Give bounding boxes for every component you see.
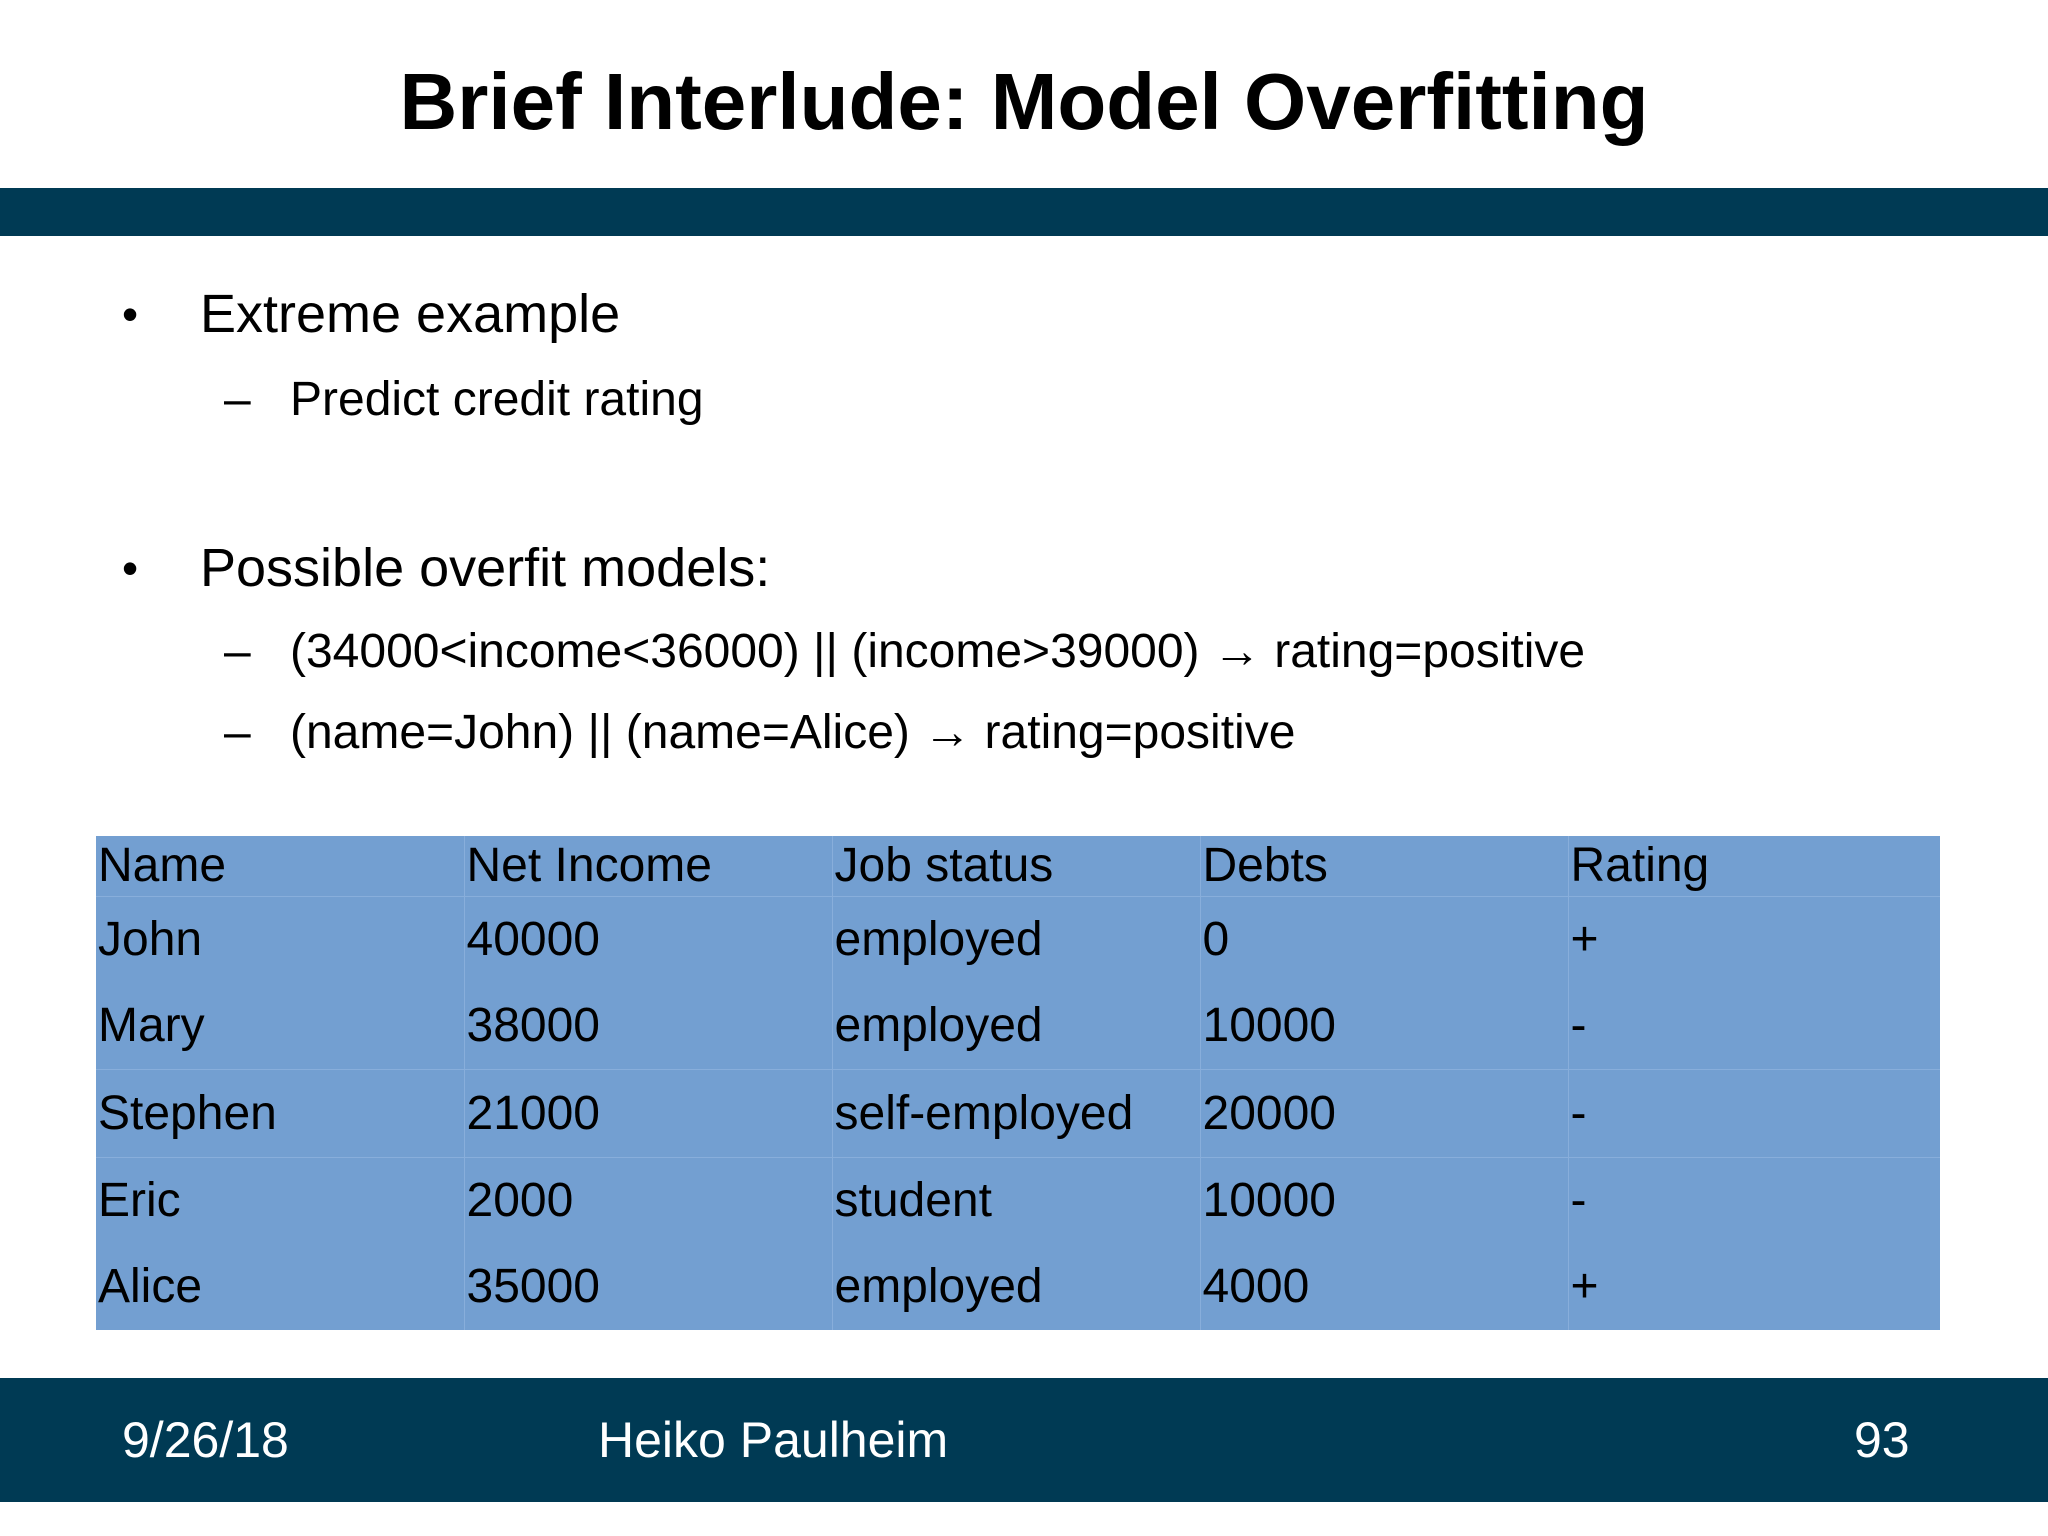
cell-net-income: 2000 (464, 1157, 832, 1244)
header-net-income: Net Income (464, 836, 832, 897)
title-divider-bar (0, 188, 2048, 236)
cell-job-status: employed (832, 983, 1200, 1070)
sub-bullet-income-model (224, 622, 1586, 682)
cell-net-income: 40000 (464, 897, 832, 984)
sub-bullet-text: Predict credit rating (290, 373, 704, 426)
cell-job-status: self-employed (832, 1070, 1200, 1157)
header-rating: Rating (1568, 836, 1940, 897)
dash-icon: – (224, 373, 251, 426)
cell-rating: - (1568, 1070, 1940, 1157)
sub-bullet-predict-credit-rating (224, 370, 704, 430)
bullet-dot-icon: • (122, 288, 139, 340)
bullet-extreme-example (122, 282, 621, 346)
dash-icon: – (224, 625, 251, 678)
header-debts: Debts (1200, 836, 1568, 897)
header-job-status: Job status (832, 836, 1200, 897)
footer-author: Heiko Paulheim (598, 1412, 949, 1468)
dash-icon: – (224, 706, 251, 759)
table-header-row (96, 836, 1940, 897)
bullet-dot-icon: • (122, 542, 139, 594)
table-row (96, 1070, 1940, 1157)
cell-name: Alice (96, 1244, 464, 1330)
cell-debts: 20000 (1200, 1070, 1568, 1157)
cell-name: Mary (96, 983, 464, 1070)
cell-net-income: 21000 (464, 1070, 832, 1157)
cell-rating: + (1570, 1259, 1599, 1313)
bullet-possible-overfit-models (122, 536, 771, 600)
sub-bullet-text: (34000<income<36000) || (income>39000) → rating=positive (290, 625, 1586, 678)
cell-debts: 10000 (1200, 1157, 1568, 1244)
slide-title: Brief Interlude: Model Overfitting (399, 57, 1649, 146)
footer-page-number: 93 (1854, 1412, 1910, 1468)
cell-job-status: student (832, 1157, 1200, 1244)
table-row (96, 1244, 1940, 1330)
cell-name: Stephen (96, 1070, 464, 1157)
cell-rating: - (1570, 1173, 1587, 1227)
header-name: Name (96, 836, 464, 897)
table-row (96, 983, 1940, 1070)
cell-rating: + (1570, 913, 1599, 967)
cell-debts: 4000 (1200, 1244, 1568, 1330)
sub-bullet-text: (name=John) || (name=Alice) → rating=positive (290, 706, 1296, 759)
slide-footer (0, 1378, 2048, 1502)
footer-date: 9/26/18 (122, 1412, 289, 1468)
cell-job-status: employed (832, 897, 1200, 984)
table-row (96, 1157, 1940, 1244)
sub-bullet-name-model (224, 703, 1296, 763)
credit-rating-table (96, 836, 1940, 1330)
cell-rating: - (1568, 983, 1940, 1070)
table-row (96, 897, 1940, 984)
cell-net-income: 38000 (464, 983, 832, 1070)
cell-debts: 0 (1200, 897, 1568, 984)
cell-net-income: 35000 (464, 1244, 832, 1330)
bullet-text: Extreme example (200, 284, 621, 344)
cell-name: John (96, 897, 464, 984)
cell-name: Eric (96, 1157, 464, 1244)
bullet-text: Possible overfit models: (200, 538, 771, 598)
cell-debts: 10000 (1200, 983, 1568, 1070)
cell-job-status: employed (832, 1244, 1200, 1330)
